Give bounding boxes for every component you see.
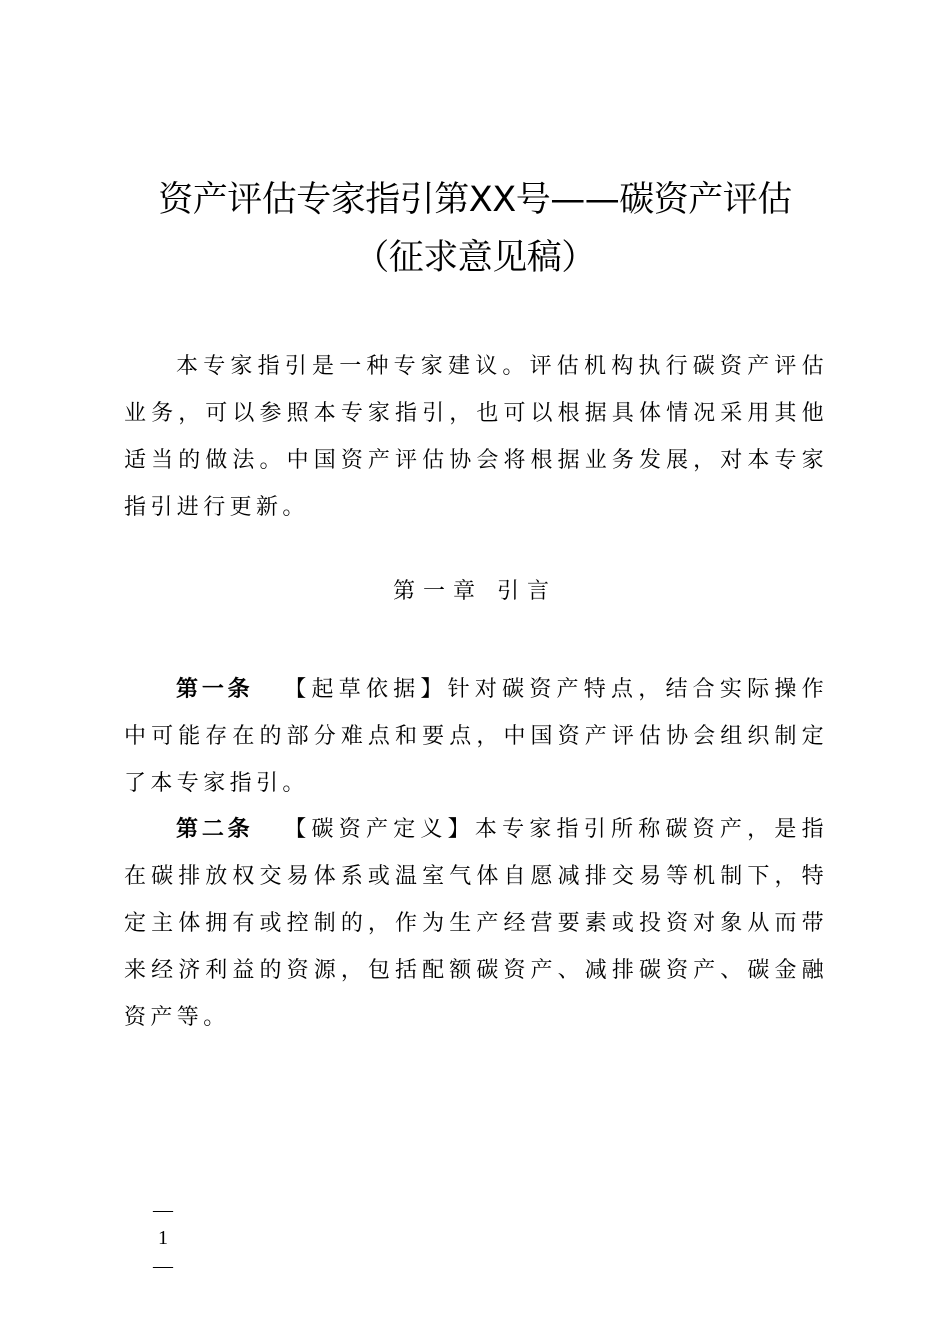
article-1-text: 【起草依据】针对碳资产特点，结合实际操作中可能存在的部分难点和要点，中国资产评估协会组织制定了本专家指引。 [124, 677, 828, 796]
chapter-heading [0, 574, 950, 610]
article-2-text: 【碳资产定义】本专家指引所称碳资产，是指在碳排放权交易体系或温室气体自愿减排交易等机制下，特定主体拥有或控制的，作为生产经营要素或投资对象从而带来经济利益的资源，包括配额碳资产、减排碳资产、碳金融资产等。 [124, 817, 828, 1030]
chapter-number: 第一章 [392, 579, 483, 604]
chapter-name: 引言 [497, 579, 558, 604]
article-1 [124, 666, 828, 807]
article-2 [124, 806, 828, 1041]
page-number: 1 [158, 1227, 168, 1249]
footer-dash-top: — [153, 1199, 173, 1221]
intro-paragraph: 本专家指引是一种专家建议。评估机构执行碳资产评估业务，可以参照本专家指引，也可以根据具体情况采用其他适当的做法。中国资产评估协会将根据业务发展，对本专家指引进行更新。 [124, 354, 828, 520]
page-footer [148, 1196, 178, 1280]
document-title: 资产评估专家指引第XX号——碳资产评估 [158, 180, 792, 220]
article-2-label: 第二条 [176, 816, 254, 842]
footer-dash-bottom: — [153, 1255, 173, 1277]
document-subtitle: （征求意见稿） [354, 238, 596, 278]
article-1-label: 第一条 [176, 676, 254, 702]
